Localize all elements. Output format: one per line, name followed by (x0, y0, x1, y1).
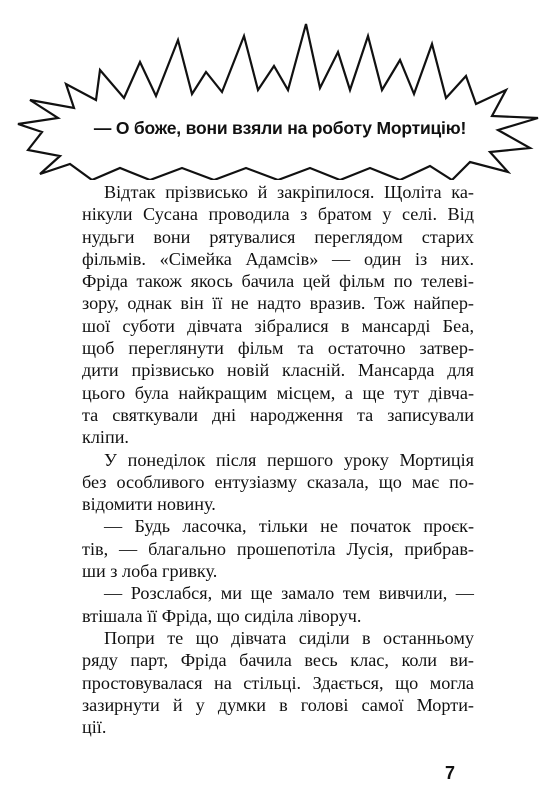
text-line: втішала її Фріда, що сиділа ліворуч. (82, 605, 362, 626)
text-line: — Будь ласочка, тільки не початок проєк- (104, 516, 474, 537)
text-line: зору, однак він її не надто вразив. Тож найпер- (82, 293, 474, 314)
text-line: ції. (82, 717, 107, 738)
text-line: дити прізвисько новій класній. Мансарда для (82, 360, 474, 381)
text-line: фільмів. «Сімейка Адамсів» — один із них. (82, 248, 474, 269)
burst-outline (0, 0, 560, 180)
text-line: зазирнути й у думки в голові самої Морти- (82, 694, 474, 715)
text-line: Попри те що дівчата сиділи в останньому (104, 627, 474, 648)
text-line: — Розслабся, ми ще замало тем вивчили, — (104, 583, 474, 604)
text-line: ши з лоба гривку. (82, 561, 218, 582)
text-line: Відтак прізвисько й закріпилося. Щоліта ка- (104, 182, 474, 202)
text-line: кліпи. (82, 427, 129, 448)
text-line: без особливого ентузіазму сказала, що має по- (82, 471, 474, 492)
text-line: шої суботи дівчата зібралися в мансарді Беа, (82, 315, 474, 336)
text-line: щоб переглянути фільм та остаточно затвер- (82, 338, 474, 359)
text-line: нікули Сусана проводила з братом у селі. Від (82, 204, 474, 225)
text-line: У понеділок після першого уроку Мортиція (104, 449, 474, 470)
text-line: Фріда також якось бачила цей фільм по телеві- (82, 271, 474, 292)
page-number: 7 (445, 763, 456, 783)
text-line: простовувалася на стільці. Здається, що могла (82, 672, 474, 693)
burst-exclamation: — О боже, вони взяли на роботу Мортицію! (93, 118, 467, 138)
text-line: ряду парт, Фріда бачила весь клас, коли ви- (82, 650, 474, 671)
text-line: відомити новину. (82, 494, 216, 515)
text-line: та святкували дні народження та записували (82, 404, 474, 425)
speech-burst (0, 0, 560, 180)
body-text (82, 181, 474, 738)
text-line: нудьги вони рятувалися переглядом старих (82, 226, 474, 247)
text-line: тів, — благально прошепотіла Лусія, прибрав- (82, 538, 474, 559)
text-line: цього була найкращим місцем, а ще тут дівча- (82, 382, 474, 403)
